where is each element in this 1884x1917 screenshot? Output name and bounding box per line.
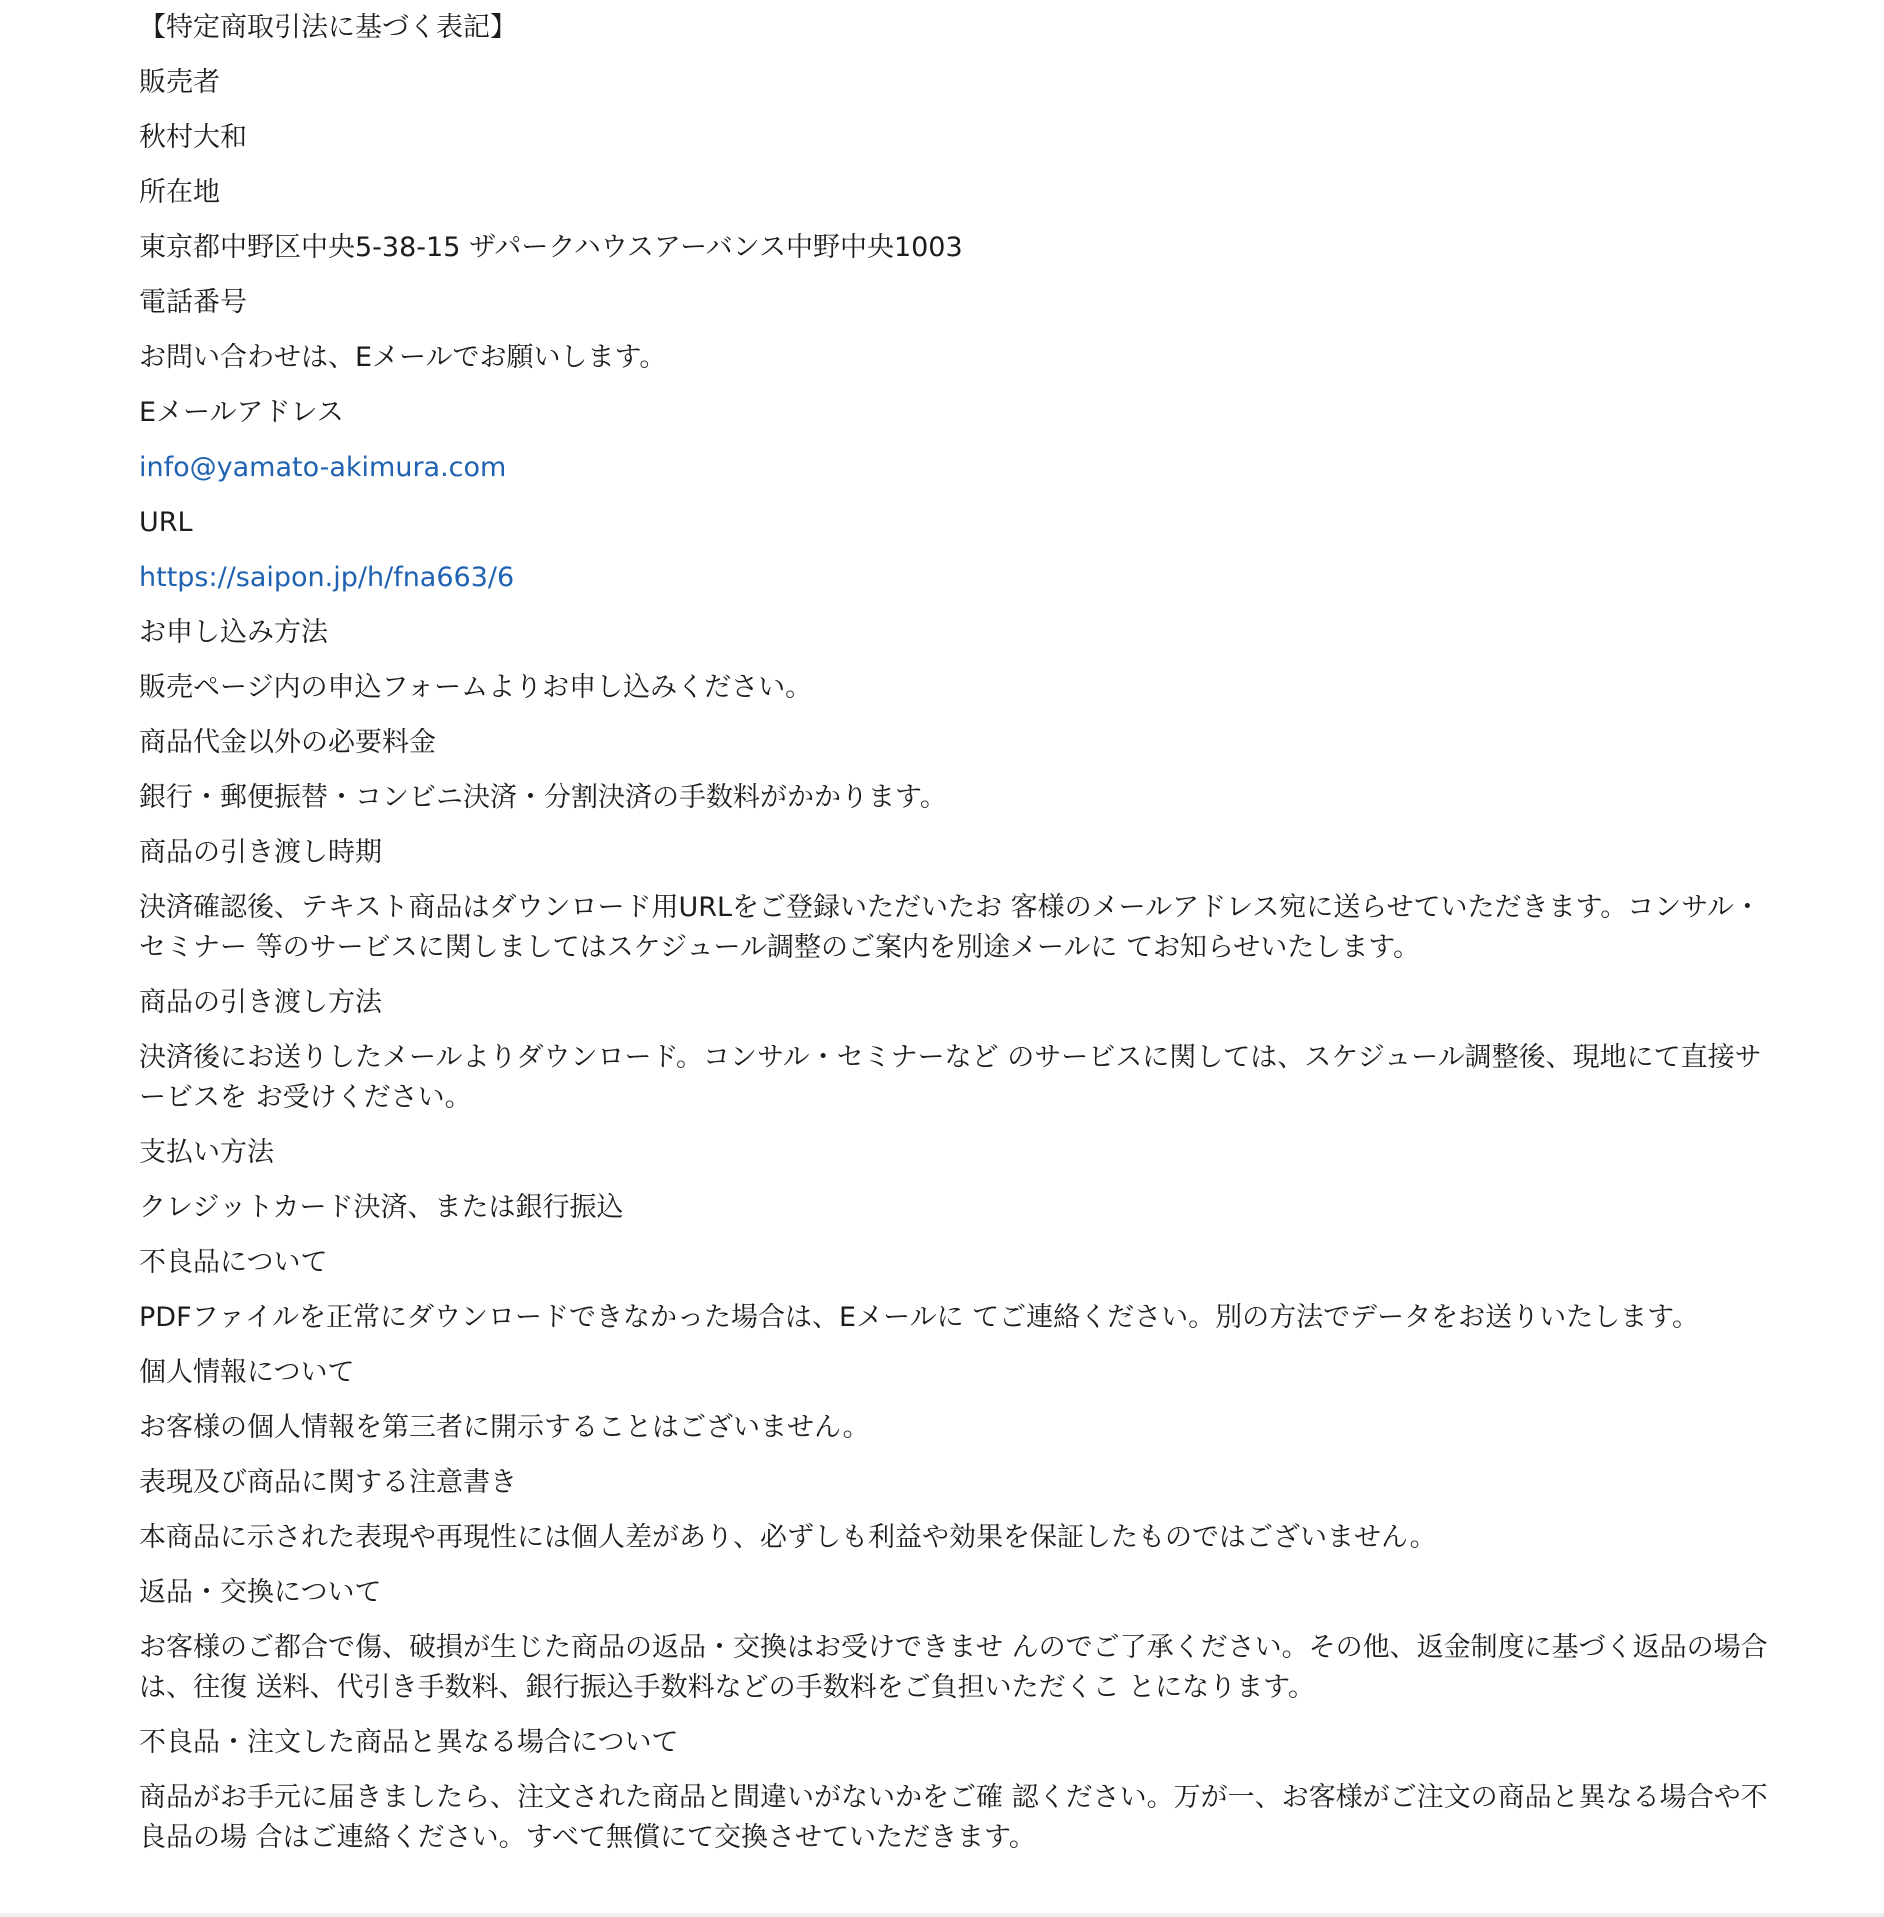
email-link[interactable]: info@yamato-akimura.com (139, 452, 507, 483)
privacy-label: 個人情報について (139, 1357, 355, 1388)
delivery-method-value: 決済後にお送りしたメールよりダウンロード。コンサル・セミナーなど のサービスに関しては、スケジュール調整後、現地にて直接サービスを お受けください。 (139, 1042, 1762, 1113)
defect-value: PDFファイルを正常にダウンロードできなかった場合は、Eメールに てご連絡ください。別の方法でデータをお送りいたします。 (139, 1302, 1700, 1333)
privacy-value: お客様の個人情報を第三者に開示することはございません。 (139, 1412, 870, 1443)
seller-label: 販売者 (139, 67, 220, 98)
address-value: 東京都中野区中央5-38-15 ザパークハウスアーバンス中野中央1003 (139, 232, 963, 263)
fees-value: 銀行・郵便振替・コンビニ決済・分割決済の手数料がかかります。 (139, 782, 947, 813)
notice-label: 表現及び商品に関する注意書き (139, 1467, 517, 1498)
legal-notice-content (139, 8, 1779, 1873)
seller-value: 秋村大和 (139, 122, 247, 153)
fees-label: 商品代金以外の必要料金 (139, 727, 436, 758)
notice-value: 本商品に示された表現や再現性には個人差があり、必ずしも利益や効果を保証したものではございません。 (139, 1522, 1437, 1553)
url-row (139, 558, 1779, 598)
apply-label: お申し込み方法 (139, 617, 328, 648)
wrong-item-label: 不良品・注文した商品と異なる場合について (139, 1727, 679, 1758)
delivery-time-label: 商品の引き渡し時期 (139, 837, 382, 868)
url-label: URL (139, 507, 193, 538)
url-link[interactable]: https://saipon.jp/h/fna663/6 (139, 562, 515, 593)
returns-label: 返品・交換について (139, 1577, 382, 1608)
returns-value: お客様のご都合で傷、破損が生じた商品の返品・交換はお受けできませ んのでご了承ください。その他、返金制度に基づく返品の場合は、往復 送料、代引き手数料、銀行振込手数料などの手数料をご負担いただくこ とになります。 (139, 1632, 1768, 1703)
email-row (139, 448, 1779, 488)
payment-value: クレジットカード決済、または銀行振込 (139, 1192, 624, 1223)
page-title: 【特定商取引法に基づく表記】 (139, 12, 517, 43)
delivery-method-label: 商品の引き渡し方法 (139, 987, 382, 1018)
payment-label: 支払い方法 (139, 1137, 274, 1168)
phone-value: お問い合わせは、Eメールでお願いします。 (139, 342, 667, 373)
delivery-time-value: 決済確認後、テキスト商品はダウンロード用URLをご登録いただいたお 客様のメールアドレス宛に送らせていただきます。コンサル・セミナー 等のサービスに関しましてはスケジュール調整のご案内を別途メールに てお知らせいたします。 (139, 892, 1761, 963)
address-label: 所在地 (139, 177, 220, 208)
apply-value: 販売ページ内の申込フォームよりお申し込みください。 (139, 672, 813, 703)
footer-divider (0, 1913, 1884, 1917)
wrong-item-value: 商品がお手元に届きましたら、注文された商品と間違いがないかをご確 認ください。万が一、お客様がご注文の商品と異なる場合や不良品の場 合はご連絡ください。すべて無償にて交換させていただきます。 (139, 1782, 1768, 1853)
defect-label: 不良品について (139, 1247, 328, 1278)
phone-label: 電話番号 (139, 287, 247, 318)
email-label: Eメールアドレス (139, 397, 344, 428)
